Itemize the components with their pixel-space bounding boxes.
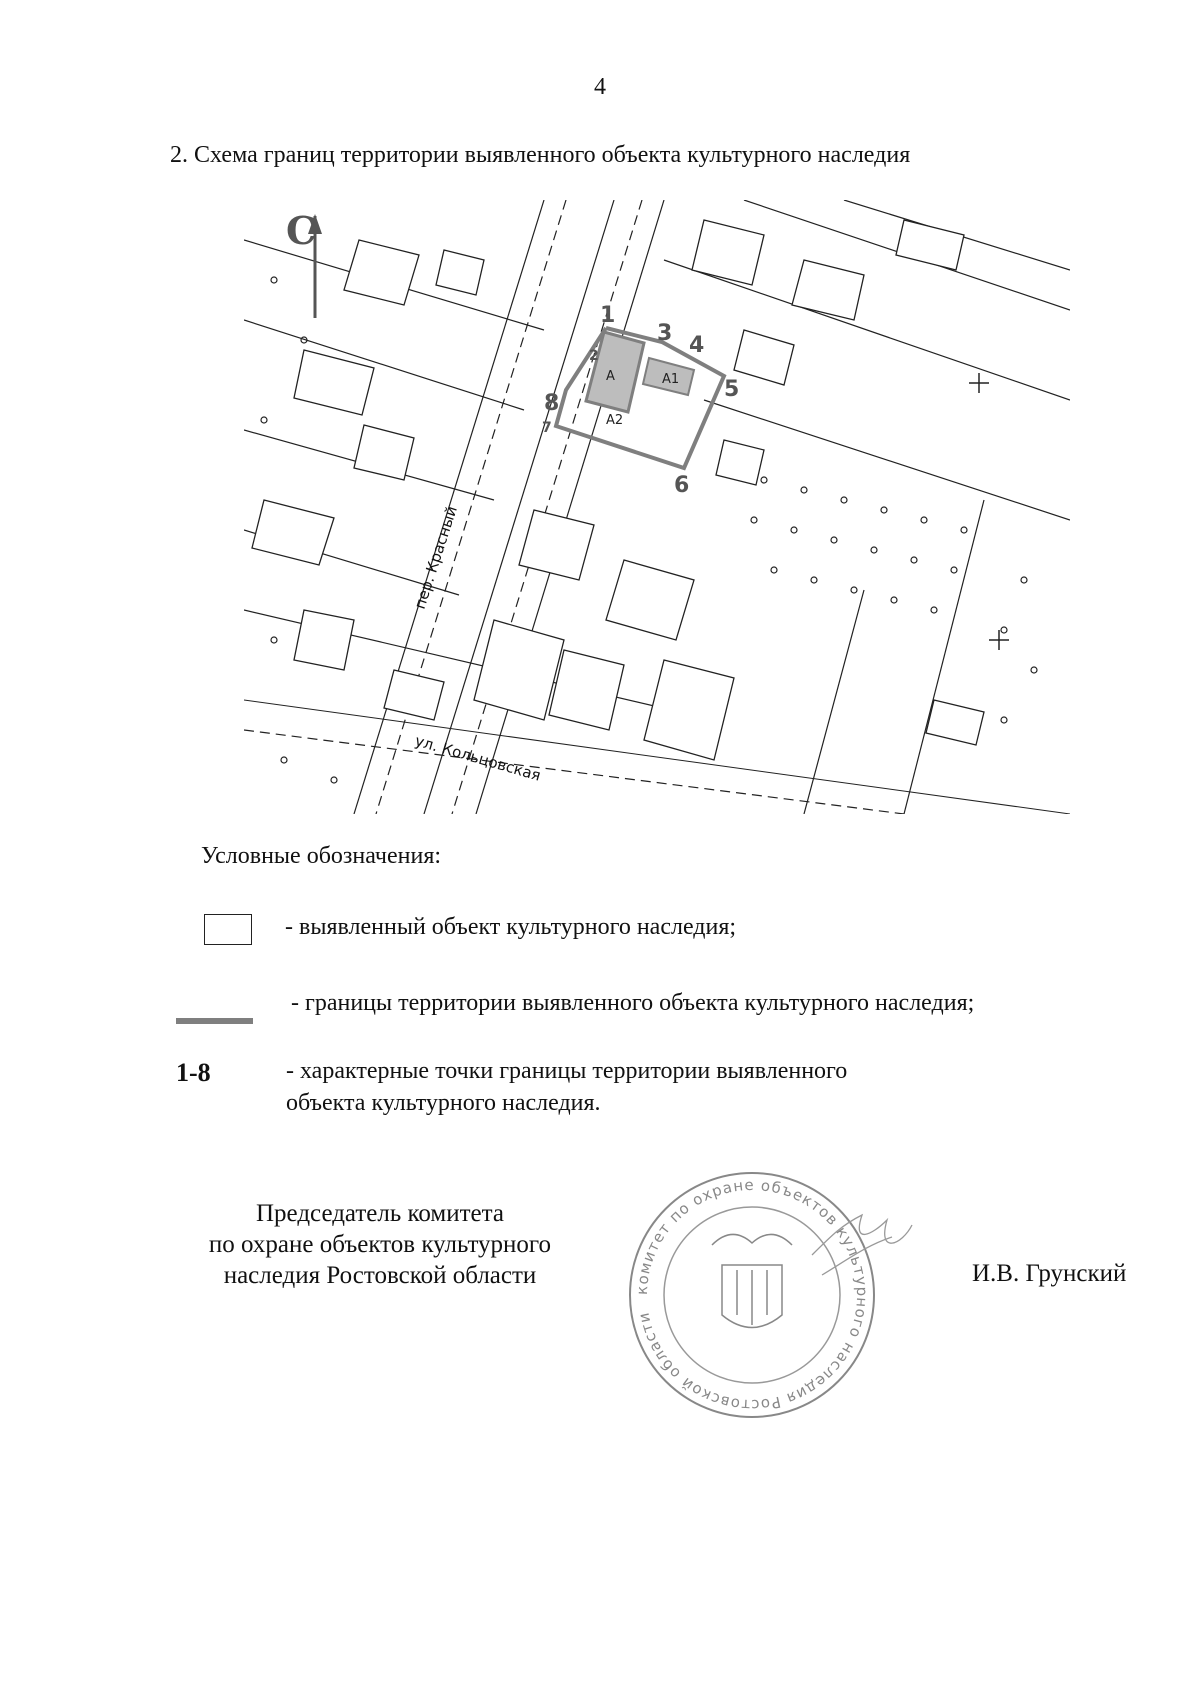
- legend-boundary-text: - границы территории выявленного объекта культурного наследия;: [291, 990, 975, 1016]
- svg-text:комитет по охране объектов кул: комитет по охране объектов культурного наследия Ростовской области: [632, 1175, 872, 1415]
- legend-title: Условные обозначения:: [201, 843, 442, 869]
- point-label-2: 2: [589, 348, 599, 364]
- coat-of-arms-icon: [712, 1234, 792, 1327]
- signatory-position-line2: по охране объектов культурного: [208, 1231, 552, 1258]
- point-label-1: 1: [600, 303, 616, 328]
- point-label-7: 7: [542, 420, 552, 436]
- point-label-5: 5: [724, 377, 740, 402]
- section-heading: 2. Схема границ территории выявленного объекта культурного наследия: [170, 142, 911, 168]
- official-seal: [612, 1165, 932, 1425]
- page-number: 4: [594, 74, 606, 100]
- legend-object-symbol: [204, 914, 252, 945]
- boundary-scheme-map: [244, 200, 1070, 814]
- signatory-position-line1: Председатель комитета: [256, 1200, 504, 1227]
- legend-points-text-line1: - характерные точки границы территории выявленного: [286, 1058, 848, 1084]
- legend-points-symbol: 1-8: [176, 1058, 211, 1087]
- point-label-6: 6: [674, 473, 690, 498]
- building-label-a2: А2: [606, 413, 624, 428]
- street-label-krasny: пер. Красный: [410, 503, 461, 612]
- north-label: С: [286, 208, 317, 253]
- signatory-position-line3: наследия Ростовской области: [223, 1262, 537, 1289]
- map-buildings: [252, 220, 984, 760]
- signatory-position: [160, 1198, 600, 1291]
- legend-points-text-line2: объекта культурного наследия.: [286, 1090, 601, 1116]
- legend-boundary-symbol: [176, 1018, 253, 1024]
- street-label-koltsovskaya: ул. Кольцовская: [412, 731, 543, 785]
- legend-object-text: - выявленный объект культурного наследия;: [285, 914, 737, 940]
- building-label-a: А: [606, 369, 615, 384]
- point-label-3: 3: [657, 321, 673, 346]
- point-label-8: 8: [544, 391, 560, 416]
- signatory-name: И.В. Грунский: [972, 1260, 1127, 1287]
- building-label-a1: А1: [662, 372, 680, 387]
- map-survey-markers: [969, 373, 1009, 650]
- map-tree-marks: [261, 277, 1037, 783]
- point-label-4: 4: [689, 333, 705, 358]
